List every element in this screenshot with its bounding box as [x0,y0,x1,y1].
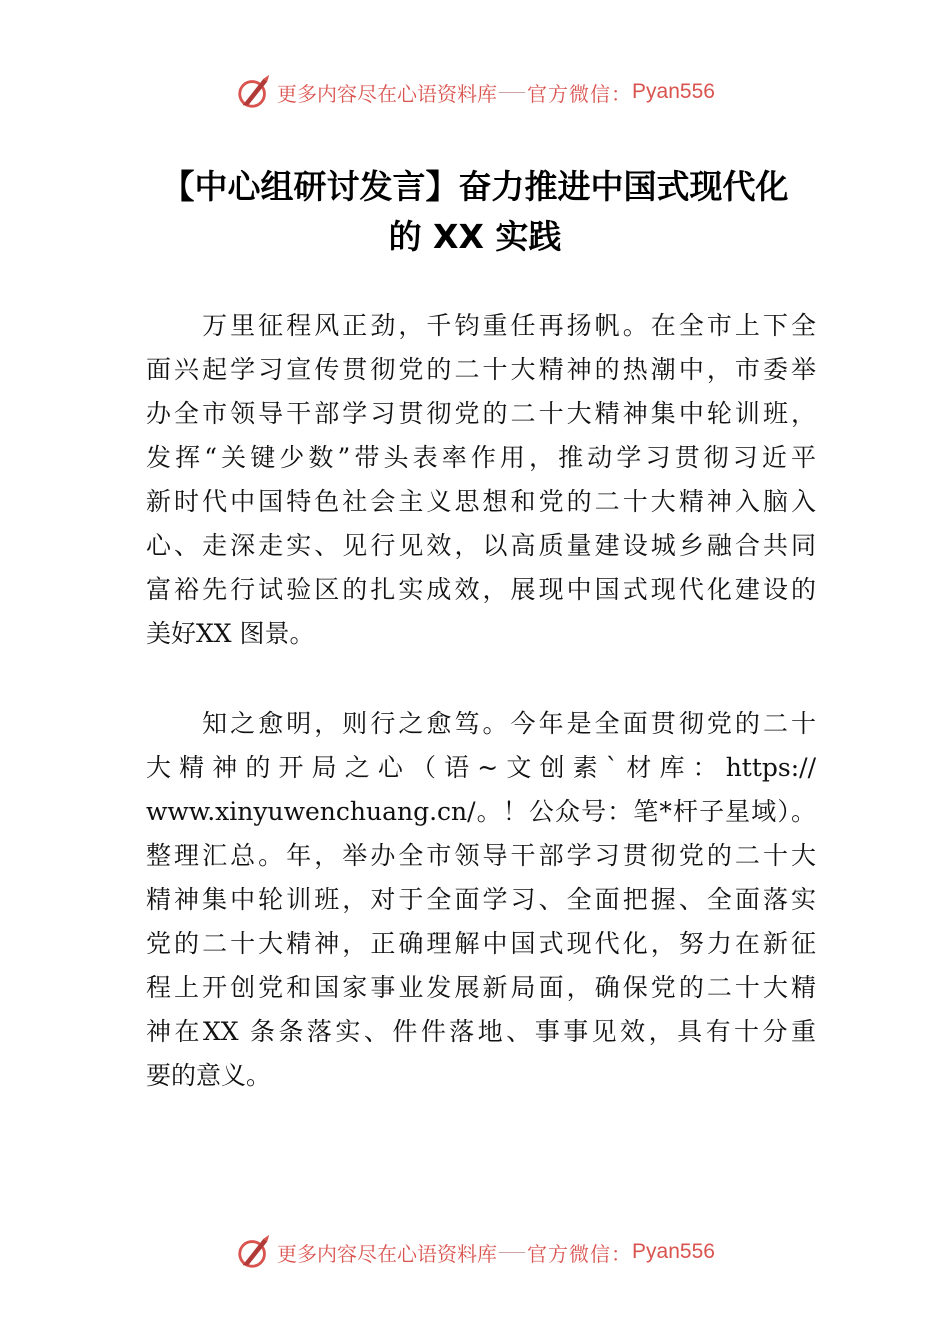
header-banner [0,72,950,112]
banner-wechat-label: 官方微信： [527,1241,633,1266]
banner-wechat-label: 官方微信： [527,81,633,106]
quill-logo-icon [235,73,273,111]
paragraph-line: 程上开创党和国家事业发展新局面，确保党的二十大精 [146,973,816,1002]
paragraph-line: 发挥“关键少数”带头表率作用，推动学习贯彻习近平 [146,443,816,472]
paragraph-line: 办全市领导干部学习贯彻党的二十大精神集中轮训班， [146,399,816,428]
paragraph-line: 万里征程风正劲，千钧重任再扬帆。在全市上下全 [146,311,816,340]
banner-text: 更多内容尽在心语资料库 [277,1241,498,1266]
paragraph-line: 面兴起学习宣传贯彻党的二十大精神的热潮中，市委举 [146,355,816,384]
banner-text: 更多内容尽在心语资料库 [277,81,498,106]
paragraph-line: 心、走深走实、见行见效，以高质量建设城乡融合共同 [146,531,816,560]
paragraph-line: 知之愈明，则行之愈笃。今年是全面贯彻党的二十 [146,709,816,738]
quill-logo-icon [235,1233,273,1271]
banner-wechat-id: Pyan556 [632,80,715,103]
paragraph-line: 要的意义。 [146,1061,272,1090]
title-line-1: 【中心组研讨发言】奋力推进中国式现代化 [161,167,789,206]
banner-wechat-id: Pyan556 [632,1240,715,1263]
paragraph-line: www.xinyuwenchuang.cn/。！公众号：笔*杆子星域）。 [146,797,816,826]
banner-divider [499,1252,525,1253]
paragraph-2 [146,702,816,1098]
paragraph-1 [146,304,816,656]
footer-banner [0,1232,950,1272]
title-line-2: 的 XX 实践 [388,217,562,256]
document-title [120,162,830,262]
paragraph-line: 神在XX 条条落实、件件落地、事事见效，具有十分重 [146,1017,816,1046]
paragraph-line: 大精神的开局之心（语~文创素`材库：https:// [146,753,816,782]
paragraph-line: 整理汇总。年，举办全市领导干部学习贯彻党的二十大 [146,841,816,870]
paragraph-line: 党的二十大精神，正确理解中国式现代化，努力在新征 [146,929,816,958]
paragraph-line: 美好XX 图景。 [146,619,315,648]
paragraph-line: 精神集中轮训班，对于全面学习、全面把握、全面落实 [146,885,816,914]
paragraph-line: 富裕先行试验区的扎实成效，展现中国式现代化建设的 [146,575,816,604]
banner-divider [499,92,525,93]
paragraph-line: 新时代中国特色社会主义思想和党的二十大精神入脑入 [146,487,816,516]
